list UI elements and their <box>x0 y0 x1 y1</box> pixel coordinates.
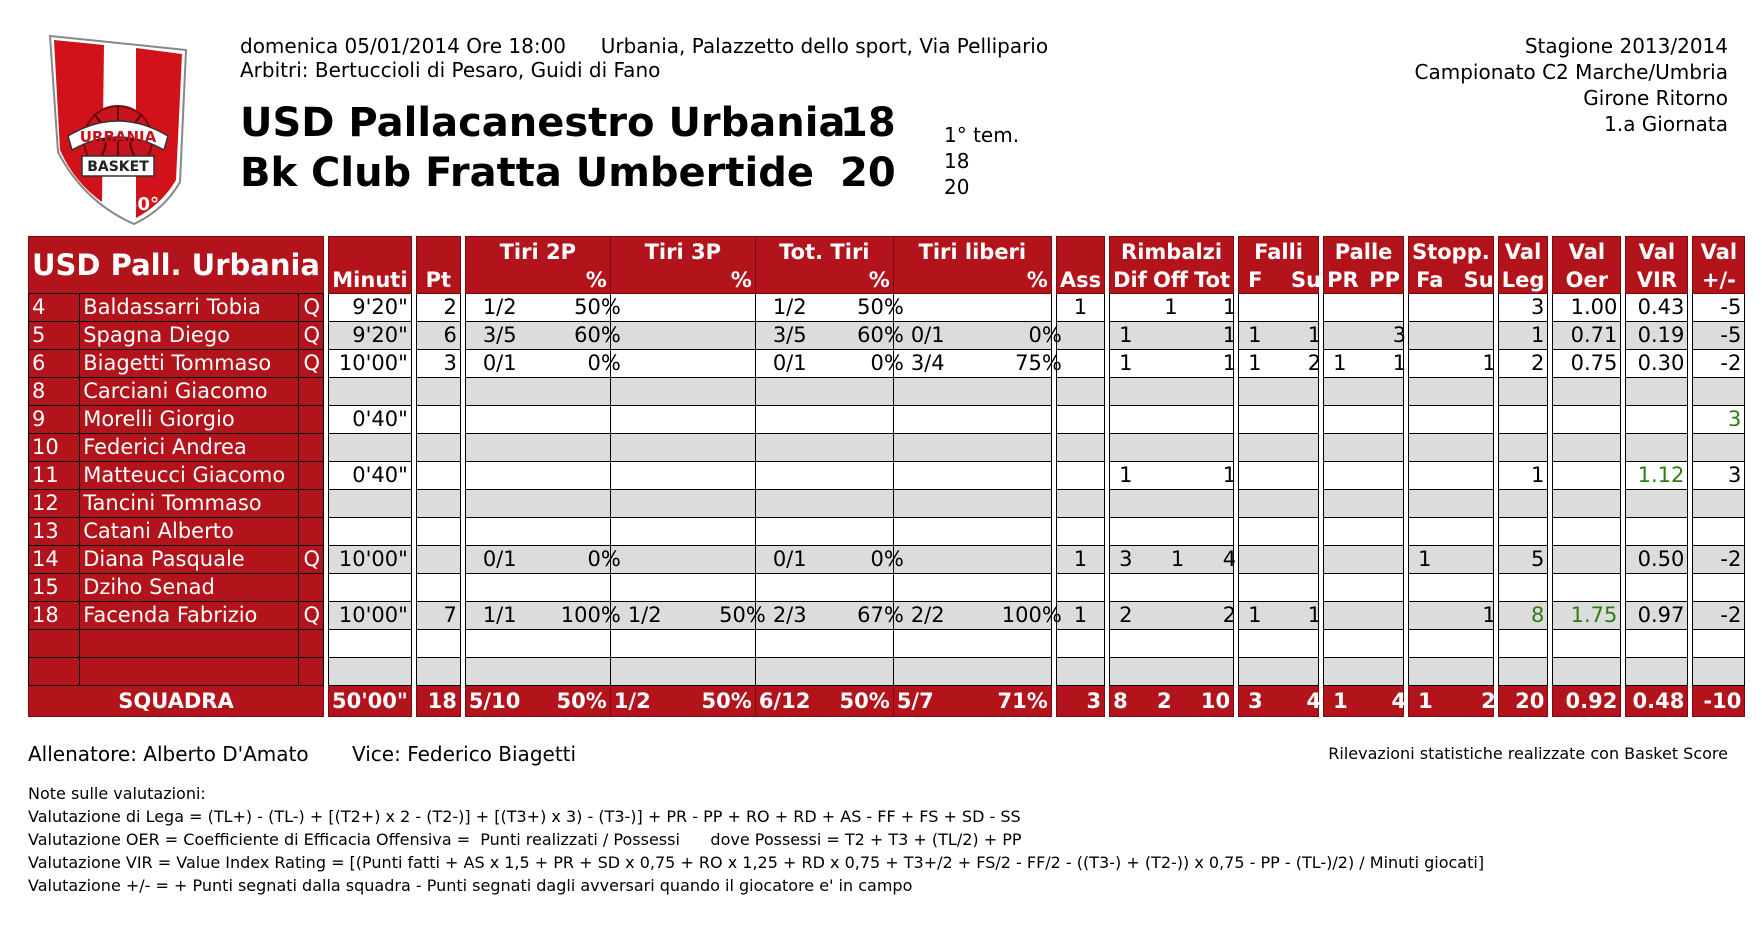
player-points <box>416 518 460 546</box>
player-quintet: Q <box>299 294 324 322</box>
credits: Rilevazioni statistiche realizzate con Basket Score <box>1328 744 1728 763</box>
player-row: 5 Spagna Diego Q 9'20" 6 3/5 60% 3/5 60% 0/1 0% 1 1 1 1 3 1 0.71 0.19 -5 <box>29 322 1745 350</box>
player-minutes: 0'40" <box>328 406 411 434</box>
player-name: Tancini Tommaso <box>80 490 299 518</box>
col-val-oer-top: Val <box>1553 237 1621 268</box>
team-label: USD Pall. Urbania <box>29 237 324 294</box>
player-row: 18 Facenda Fabrizio Q 10'00" 7 1/1 100% 1/2 50% 2/3 67% 2/2 100% 1 2 2 1 1 1 8 1.75 0.97 -2 <box>29 602 1745 630</box>
player-quintet <box>299 630 324 658</box>
col-val-leg-top: Val <box>1498 237 1548 268</box>
col-tot-pct: % <box>755 267 893 294</box>
match-datetime: domenica 05/01/2014 Ore 18:00 <box>240 34 567 58</box>
col-ssu: Su <box>1463 268 1494 292</box>
home-team-score: 18 <box>840 100 896 146</box>
player-quintet <box>299 434 324 462</box>
period-label: 1° tem. <box>944 123 1020 147</box>
away-team-score: 20 <box>840 150 896 196</box>
col-tl-pct: % <box>893 267 1051 294</box>
player-number: 6 <box>29 350 80 378</box>
col-tiri3: Tiri 3P <box>610 237 755 268</box>
col-oer: Oer <box>1553 267 1621 294</box>
col-val-vir-top: Val <box>1626 237 1688 268</box>
player-row <box>29 574 1745 602</box>
player-minutes <box>328 658 411 686</box>
col-leg: Leg <box>1498 267 1548 294</box>
player-number: 18 <box>29 602 80 630</box>
player-points <box>416 406 460 434</box>
col-stopp: Stopp. <box>1409 237 1494 268</box>
player-points <box>416 378 460 406</box>
player-name: Baldassarri Tobia <box>80 294 299 322</box>
player-minutes: 10'00" <box>328 602 411 630</box>
totals-min: 50'00" <box>328 686 411 717</box>
col-pr: PR <box>1327 268 1359 292</box>
stats-table <box>28 236 1745 717</box>
player-quintet <box>299 490 324 518</box>
player-name <box>80 630 299 658</box>
player-number: 12 <box>29 490 80 518</box>
player-row <box>29 630 1745 658</box>
player-points <box>416 490 460 518</box>
player-name: Carciani Giacomo <box>80 378 299 406</box>
logo-basket: BASKET <box>87 159 149 175</box>
col-vir: VIR <box>1626 267 1688 294</box>
player-name: Federici Andrea <box>80 434 299 462</box>
notes-title: Note sulle valutazioni: <box>28 784 206 803</box>
player-points <box>416 462 460 490</box>
player-name: Spagna Diego <box>80 322 299 350</box>
player-points <box>416 434 460 462</box>
col-ass: Ass <box>1056 267 1104 294</box>
logo-years: 50° <box>124 194 160 215</box>
home-team-name: USD Pallacanestro Urbania <box>240 100 846 146</box>
player-points: 3 <box>416 350 460 378</box>
col-tot-tiri: Tot. Tiri <box>755 237 893 268</box>
player-row: 9 Morelli Giorgio 0'40" 3 <box>29 406 1745 434</box>
coach: Allenatore: Alberto D'Amato <box>28 742 309 766</box>
player-name: Dziho Senad <box>80 574 299 602</box>
season: Stagione 2013/2014 <box>1524 34 1728 58</box>
note-plusminus: Valutazione +/- = + Punti segnati dalla squadra - Punti segnati dagli avversari quando il giocatore e' in campo <box>28 876 913 895</box>
player-row: 14 Diana Pasquale Q 10'00" 0/1 0% 0/1 0% 1 3 1 4 1 5 0.50 -2 <box>29 546 1745 574</box>
col-tiri-liberi: Tiri liberi <box>893 237 1051 268</box>
note-oer: Valutazione OER = Coefficiente di Efficacia Offensiva = Punti realizzati / Possessi dove Possessi = T2 + T3 + (TL/2) + PP <box>28 830 1022 849</box>
club-logo <box>44 32 192 228</box>
totals-label: SQUADRA <box>29 686 324 717</box>
player-quintet <box>299 574 324 602</box>
col-pp: PP <box>1369 268 1401 292</box>
player-points: 7 <box>416 602 460 630</box>
player-number: 8 <box>29 378 80 406</box>
player-quintet <box>299 378 324 406</box>
player-number: 15 <box>29 574 80 602</box>
player-name <box>80 658 299 686</box>
player-number: 5 <box>29 322 80 350</box>
player-minutes <box>328 434 411 462</box>
player-name: Diana Pasquale <box>80 546 299 574</box>
player-row: 6 Biagetti Tommaso Q 10'00" 3 0/1 0% 0/1 0% 3/4 75% 1 1 1 2 1 1 1 2 0.75 0.30 -2 <box>29 350 1745 378</box>
player-minutes <box>328 490 411 518</box>
player-number: 10 <box>29 434 80 462</box>
player-points: 2 <box>416 294 460 322</box>
vice-coach: Vice: Federico Biagetti <box>352 742 577 766</box>
player-minutes: 10'00" <box>328 350 411 378</box>
player-points: 6 <box>416 322 460 350</box>
player-row: 4 Baldassarri Tobia Q 9'20" 2 1/2 50% 1/2 50% 1 1 1 3 1.00 0.43 -5 <box>29 294 1745 322</box>
player-number: 4 <box>29 294 80 322</box>
col-fa: Fa <box>1416 268 1444 292</box>
match-venue: Urbania, Palazzetto dello sport, Via Pellipario <box>600 34 1049 58</box>
player-minutes <box>328 574 411 602</box>
period-away-score: 20 <box>944 175 970 199</box>
player-minutes <box>328 378 411 406</box>
player-name: Facenda Fabrizio <box>80 602 299 630</box>
player-number: 11 <box>29 462 80 490</box>
col-tiri2: Tiri 2P <box>465 237 610 268</box>
logo-text: URBANIA <box>79 128 157 146</box>
player-minutes: 9'20" <box>328 294 411 322</box>
col-pt: Pt <box>416 267 460 294</box>
player-number: 14 <box>29 546 80 574</box>
col-rimbalzi: Rimbalzi <box>1110 237 1234 268</box>
player-minutes <box>328 630 411 658</box>
player-name: Biagetti Tommaso <box>80 350 299 378</box>
player-quintet: Q <box>299 350 324 378</box>
col-tiri2-pct: % <box>465 267 610 294</box>
player-row <box>29 378 1745 406</box>
player-minutes: 10'00" <box>328 546 411 574</box>
col-tiri3-pct: % <box>610 267 755 294</box>
player-minutes: 9'20" <box>328 322 411 350</box>
player-row <box>29 490 1745 518</box>
player-minutes: 0'40" <box>328 462 411 490</box>
player-points <box>416 658 460 686</box>
player-name: Matteucci Giacomo <box>80 462 299 490</box>
col-dif: Dif <box>1113 268 1147 292</box>
player-points <box>416 630 460 658</box>
player-quintet <box>299 518 324 546</box>
player-quintet: Q <box>299 322 324 350</box>
player-points <box>416 574 460 602</box>
player-minutes <box>328 518 411 546</box>
player-name: Morelli Giorgio <box>80 406 299 434</box>
player-quintet <box>299 406 324 434</box>
col-minuti-top <box>328 237 411 268</box>
away-team-name: Bk Club Fratta Umbertide <box>240 150 815 196</box>
player-quintet: Q <box>299 602 324 630</box>
player-quintet <box>299 658 324 686</box>
player-number: 9 <box>29 406 80 434</box>
col-val-pm-top: Val <box>1693 237 1745 268</box>
player-row <box>29 518 1745 546</box>
note-lega: Valutazione di Lega = (TL+) - (TL-) + [(T2+) x 2 - (T2-)] + [(T3+) x 3) - (T3-)] + PR - PP + RO + RD + AS - FF + FS + SD - SS <box>28 807 1021 826</box>
player-name: Catani Alberto <box>80 518 299 546</box>
col-su: Su <box>1291 268 1322 292</box>
totals-row: SQUADRA 50'00" 18 5/10 50% 1/2 50% 6/12 50% 5/7 71% 3 8 2 10 3 4 1 4 1 2 20 0.92 0.48 -10 <box>29 686 1745 717</box>
col-falli: Falli <box>1239 237 1319 268</box>
col-palle: Palle <box>1324 237 1404 268</box>
player-points <box>416 546 460 574</box>
referees: Arbitri: Bertuccioli di Pesaro, Guidi di Fano <box>240 58 661 82</box>
totals-pt: 18 <box>416 686 460 717</box>
note-vir: Valutazione VIR = Value Index Rating = [(Punti fatti + AS x 1,5 + PR + SD x 0,75 + RO x 1,25 + RD x 0,75 + T3+/2 + FS/2 - FF/2 - ((T3-) + (T2-)) x 0,75 - PP - (TL-)/2) / Minuti giocati] <box>28 853 1485 872</box>
championship: Campionato C2 Marche/Umbria <box>1414 60 1728 84</box>
period-home-score: 18 <box>944 149 970 173</box>
col-minuti: Minuti <box>328 267 411 294</box>
player-row <box>29 658 1745 686</box>
player-number <box>29 658 80 686</box>
col-pm: +/- <box>1693 267 1745 294</box>
player-row: 11 Matteucci Giacomo 0'40" 1 1 1 1.12 3 <box>29 462 1745 490</box>
player-number: 13 <box>29 518 80 546</box>
col-f: F <box>1248 268 1263 292</box>
col-off: Off <box>1153 268 1188 292</box>
round: Girone Ritorno <box>1583 86 1728 110</box>
matchday: 1.a Giornata <box>1604 112 1728 136</box>
player-row <box>29 434 1745 462</box>
col-rtot: Tot <box>1194 268 1231 292</box>
player-number <box>29 630 80 658</box>
player-quintet <box>299 462 324 490</box>
player-quintet: Q <box>299 546 324 574</box>
